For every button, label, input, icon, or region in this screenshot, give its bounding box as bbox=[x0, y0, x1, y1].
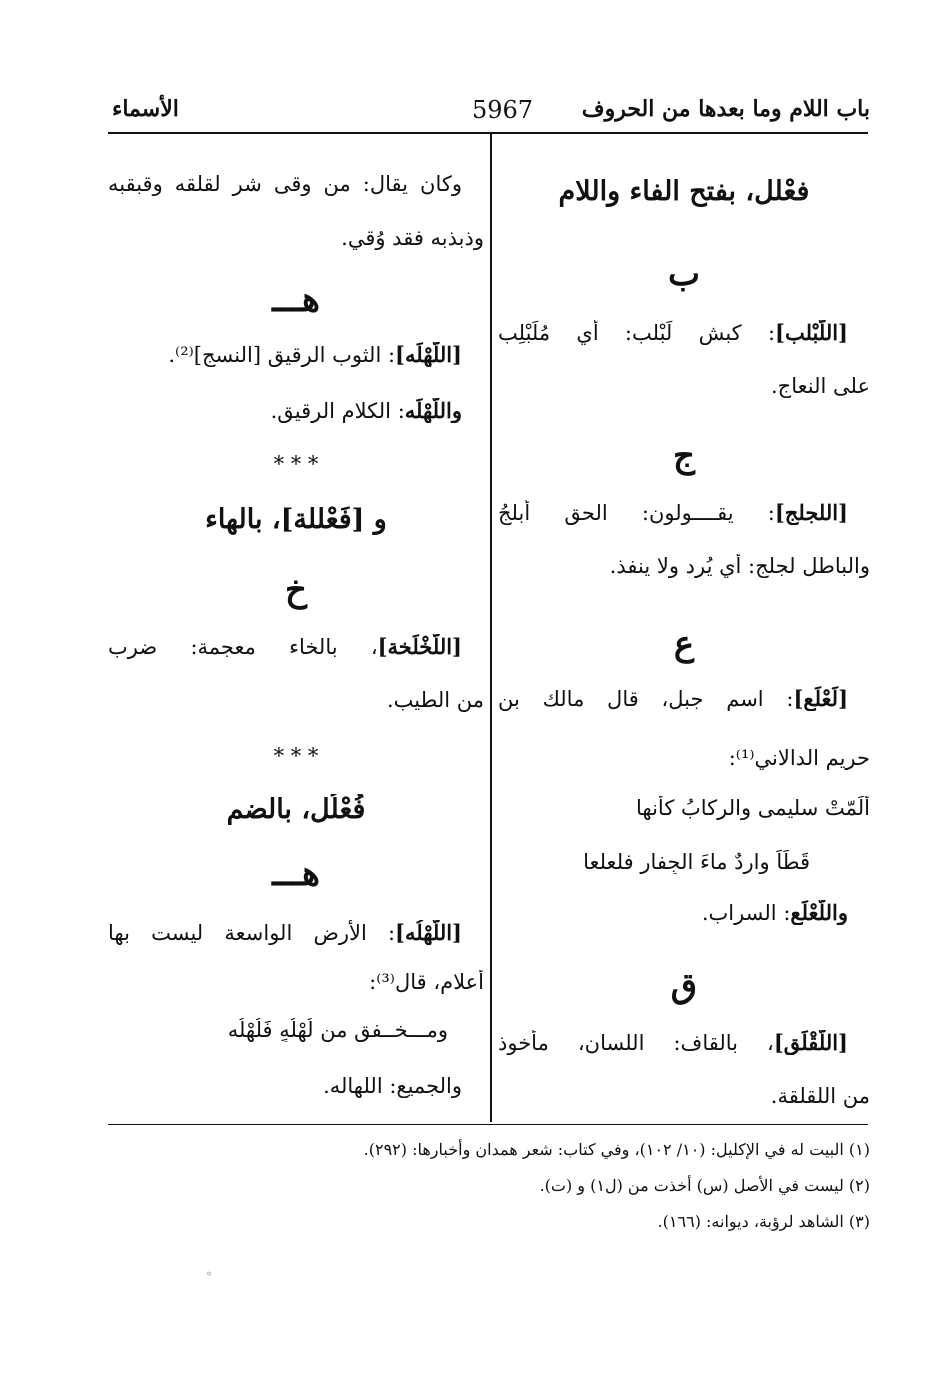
headword: واللَّعْلَع bbox=[790, 900, 848, 925]
entry-jaljal bbox=[498, 500, 870, 525]
definition: : السراب. bbox=[701, 901, 791, 925]
headword: [لَعْلَع] bbox=[793, 686, 848, 711]
verse-line-1: أَلَمّتْ سليمى والركابُ كأنها bbox=[636, 796, 870, 820]
entry-qalqal-cont: من اللقلقة. bbox=[770, 1084, 870, 1108]
footnote-rule bbox=[108, 1124, 868, 1125]
verse-line-2: قَطَاً واردٌ ماءَ الجِفارِ فلعلعا bbox=[583, 850, 810, 874]
entry-jaljal-cont: والباطل لجلج: أي يُرد ولا ينفذ. bbox=[609, 554, 870, 578]
entry-lablab bbox=[498, 320, 870, 345]
definition: : اسم جبل، قال مالك بن bbox=[498, 687, 794, 711]
definition: : الأرض الواسعة ليست بها bbox=[108, 921, 396, 945]
continuation-line-1: وكان يقال: من وقى شر لقلقه وقبقبه bbox=[108, 172, 462, 196]
footnote-2: (٢) ليست في الأصل (س) أخذت من (ل١) و (ت). bbox=[539, 1176, 870, 1195]
definition: : الكلام الرقيق. bbox=[270, 399, 405, 423]
definition: : يقــــولون: الحق أبلجُ bbox=[498, 501, 775, 525]
section-separator-stars: * * * bbox=[273, 452, 319, 476]
page-number: 5967 bbox=[472, 96, 534, 124]
entry-alal-cont: حريم الدالاني⁽¹⁾: bbox=[728, 746, 870, 770]
headword: [اللَّخْلَخة] bbox=[377, 634, 462, 659]
definition: : كبش لَبْلب: أي مُلَبْلِب bbox=[498, 321, 776, 345]
running-header-section: الأسماء bbox=[112, 96, 179, 122]
headword: واللَّهْلَه bbox=[404, 398, 462, 423]
verse-line-3: ومـــخــفق من لُهْلُهٍ فَلُهْلُه bbox=[227, 1018, 448, 1042]
definition: ، بالخاء معجمة: ضرب bbox=[108, 635, 378, 659]
letter-heading-b: ب bbox=[667, 254, 700, 294]
entry-plural: والجميع: اللهاله. bbox=[323, 1074, 462, 1098]
footnote-1: (١) البيت له في الإكليل: (١٠/ ١٠٢)، وفي كتاب: شعر همدان وأخبارها: (٢٩٢). bbox=[363, 1140, 870, 1159]
entry-alal bbox=[498, 686, 870, 711]
entry-lakhlakha bbox=[108, 634, 484, 659]
headword: [اللَّقْلَق] bbox=[773, 1030, 848, 1055]
letter-heading-h: هـــ bbox=[272, 280, 320, 320]
headword: [اللّبْلب] bbox=[775, 320, 848, 345]
column-divider bbox=[490, 134, 492, 1122]
letter-heading-h-2: هـــ bbox=[272, 854, 320, 894]
subheading-faalala: و [فَعْللة]، بالهاء bbox=[205, 504, 387, 535]
entry-qalqal bbox=[498, 1030, 870, 1055]
entry-alal-2 bbox=[498, 900, 870, 925]
letter-heading-ayn: ع bbox=[673, 624, 695, 664]
entry-lakhlakha-cont: من الطيب. bbox=[386, 688, 484, 712]
subheading-fulul: فُعْلُل، بالضم bbox=[226, 794, 366, 825]
headword: [اللُّهْلُه] bbox=[395, 920, 462, 945]
section-separator-stars: * * * bbox=[273, 744, 319, 768]
headword: [اللَّهْلَه] bbox=[395, 342, 462, 367]
entry-luhluh-cont: أعلام، قال⁽³⁾: bbox=[369, 970, 484, 994]
section-heading: فعْلل، بفتح الفاء واللام bbox=[558, 176, 810, 207]
definition: : الثوب الرقيق [النسج]⁽²⁾. bbox=[168, 343, 396, 367]
letter-heading-kh: خ bbox=[285, 570, 307, 610]
continuation-line-2: وذبذبه فقد وُقي. bbox=[341, 226, 484, 250]
entry-luhluh bbox=[108, 920, 484, 945]
running-header-chapter: باب اللام وما بعدها من الحروف bbox=[581, 96, 870, 122]
entry-lablab-cont: على النعاج. bbox=[771, 374, 870, 398]
entry-lahlah-2 bbox=[108, 398, 484, 423]
header-rule bbox=[108, 132, 868, 134]
entry-lahlah bbox=[108, 342, 484, 367]
letter-heading-j: ج bbox=[673, 436, 695, 476]
footnote-3: (٣) الشاهد لرؤبة، ديوانه: (١٦٦). bbox=[657, 1212, 870, 1231]
letter-heading-q: ق bbox=[670, 966, 698, 1006]
headword: [اللجلج] bbox=[774, 500, 848, 525]
scan-speck: ° bbox=[206, 1270, 212, 1284]
definition: ، بالقاف: اللسان، مأخوذ bbox=[498, 1031, 774, 1055]
